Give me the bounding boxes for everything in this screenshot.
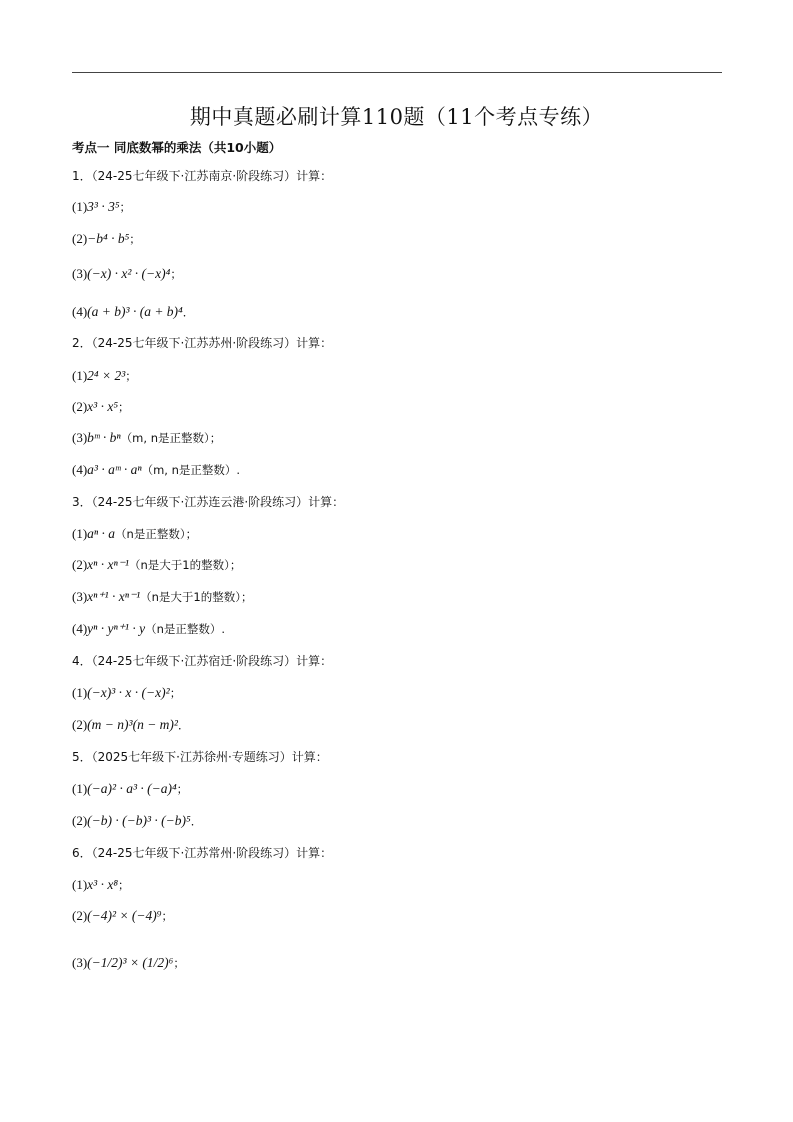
q2-item-2: (2)x³ · x⁵； [72,399,130,414]
question-2-head: 2．（24-25七年级下·江苏苏州·阶段练习）计算： [72,336,333,350]
q2-item-4: (4)a³ · aᵐ · aⁿ（m, n是正整数）. [72,462,241,477]
q6-item-3: (3)(−1/2)³ × (1/2)⁶； [72,955,185,970]
question-6-head: 6．（24-25七年级下·江苏常州·阶段练习）计算： [72,846,333,860]
q3-item-4: (4)yⁿ · yⁿ⁺¹ · y（n是正整数）. [72,621,226,636]
question-5-head: 5．（2025七年级下·江苏徐州·专题练习）计算： [72,750,328,764]
q3-item-2: (2)xⁿ · xⁿ⁻¹（n是大于1的整数）； [72,557,242,572]
section-heading: 考点一 同底数幂的乘法（共10小题） [72,140,282,155]
q4-item-1: (1)(−x)³ · x · (−x)²； [72,685,182,700]
q3-item-3: (3)xⁿ⁺¹ · xⁿ⁻¹（n是大于1的整数）； [72,589,253,604]
q1-item-4: (4)(a + b)³ · (a + b)⁴． [72,304,195,319]
question-1-head: 1．（24-25七年级下·江苏南京·阶段练习）计算： [72,169,333,183]
q5-item-2: (2)(−b) · (−b)³ · (−b)⁵． [72,813,203,828]
page-title: 期中真题必刷计算110题（11个考点专练） [189,105,604,129]
q3-item-1: (1)aⁿ · a（n是正整数）； [72,526,198,541]
q4-item-2: (2)(m − n)³(n − m)²． [72,717,190,732]
question-3-head: 3．（24-25七年级下·江苏连云港·阶段练习）计算： [72,495,345,509]
q1-item-1: (1)3³ · 3⁵； [72,199,132,214]
q1-item-3: (3)(−x) · x² · (−x)⁴； [72,266,182,281]
q6-item-1: (1)x³ · x⁸； [72,877,130,892]
question-4-head: 4．（24-25七年级下·江苏宿迁·阶段练习）计算： [72,654,333,668]
q2-item-1: (1)2⁴ × 2³； [72,368,137,383]
header-rule [72,72,722,73]
q6-item-2: (2)(−4)² × (−4)⁹； [72,908,173,923]
q1-item-2: (2)−b⁴ · b⁵； [72,231,141,246]
q5-item-1: (1)(−a)² · a³ · (−a)⁴； [72,781,189,796]
q2-item-3: (3)bᵐ · bⁿ（m, n是正整数）； [72,430,222,445]
